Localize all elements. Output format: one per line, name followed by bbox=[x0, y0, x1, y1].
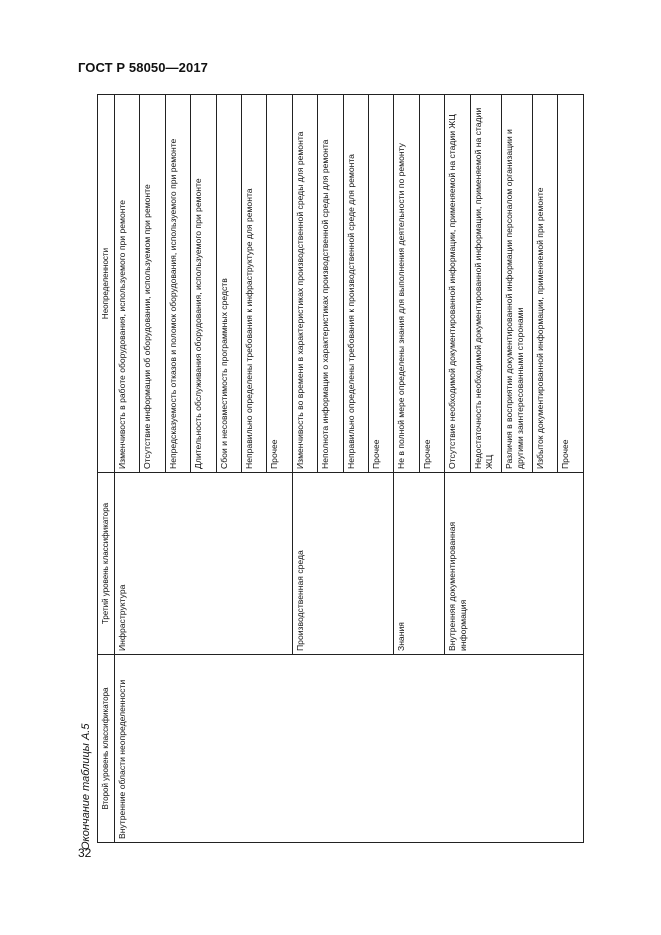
uncertainty-item: Отсутствие информации об оборудовании, используемом при ремонте bbox=[140, 95, 165, 473]
uncertainty-item: Прочее bbox=[369, 95, 394, 473]
uncertainty-item: Прочее bbox=[267, 95, 292, 473]
level3-cell-production-environment: Производственная среда bbox=[292, 473, 394, 655]
uncertainty-item: Неполнота информации о характеристиках производственной среды для ремонта bbox=[318, 95, 343, 473]
level3-cell-knowledge: Знания bbox=[394, 473, 445, 655]
uncertainty-item: Избыток документированной информации, применяемой при ремонте bbox=[533, 95, 558, 473]
column-header-uncertainties: Неопределенности bbox=[98, 95, 115, 473]
uncertainty-item: Длительность обслуживания оборудования, используемого при ремонте bbox=[191, 95, 216, 473]
uncertainty-item: Отсутствие необходимой документированной информации, применяемой на стадии ЖЦ bbox=[445, 95, 470, 473]
uncertainty-item: Не в полной мере определены знания для выполнения деятельности по ремонту bbox=[394, 95, 419, 473]
uncertainty-item: Различия в восприятии документированной информации персоналом организации и другими заинтересованными сторонами bbox=[501, 95, 532, 473]
uncertainty-item: Прочее bbox=[419, 95, 444, 473]
page-number: 32 bbox=[78, 846, 92, 860]
standard-title: ГОСТ Р 58050—2017 bbox=[78, 60, 208, 75]
uncertainty-classifier-table bbox=[97, 94, 584, 843]
column-header-level3: Третий уровень классификатора bbox=[98, 473, 115, 655]
uncertainty-item: Недостаточность необходимой документированной информации, применяемой на стадии ЖЦ bbox=[470, 95, 501, 473]
uncertainty-item: Непредсказуемость отказов и поломок оборудования, используемого при ремонте bbox=[165, 95, 190, 473]
uncertainty-item: Изменчивость в работе оборудования, используемого при ремонте bbox=[115, 95, 140, 473]
table-caption: Окончание таблицы А.5 bbox=[80, 723, 92, 850]
level3-cell-documented-information: Внутренняя документированная информация bbox=[445, 473, 584, 655]
level2-cell: Внутренние области неопределенности bbox=[115, 655, 584, 843]
rotated-table-area bbox=[97, 95, 584, 843]
level3-cell-infrastructure: Инфраструктура bbox=[115, 473, 293, 655]
uncertainty-item: Изменчивость во времени в характеристиках производственной среды для ремонта bbox=[292, 95, 317, 473]
uncertainty-item: Прочее bbox=[558, 95, 584, 473]
column-header-level2: Второй уровень классификатора bbox=[98, 655, 115, 843]
uncertainty-item: Неправильно определены требования к производственной среде для ремонта bbox=[343, 95, 368, 473]
uncertainty-item: Сбои и несовместимость программных средств bbox=[216, 95, 241, 473]
uncertainty-item: Неправильно определены требования к инфраструктуре для ремонта bbox=[242, 95, 267, 473]
